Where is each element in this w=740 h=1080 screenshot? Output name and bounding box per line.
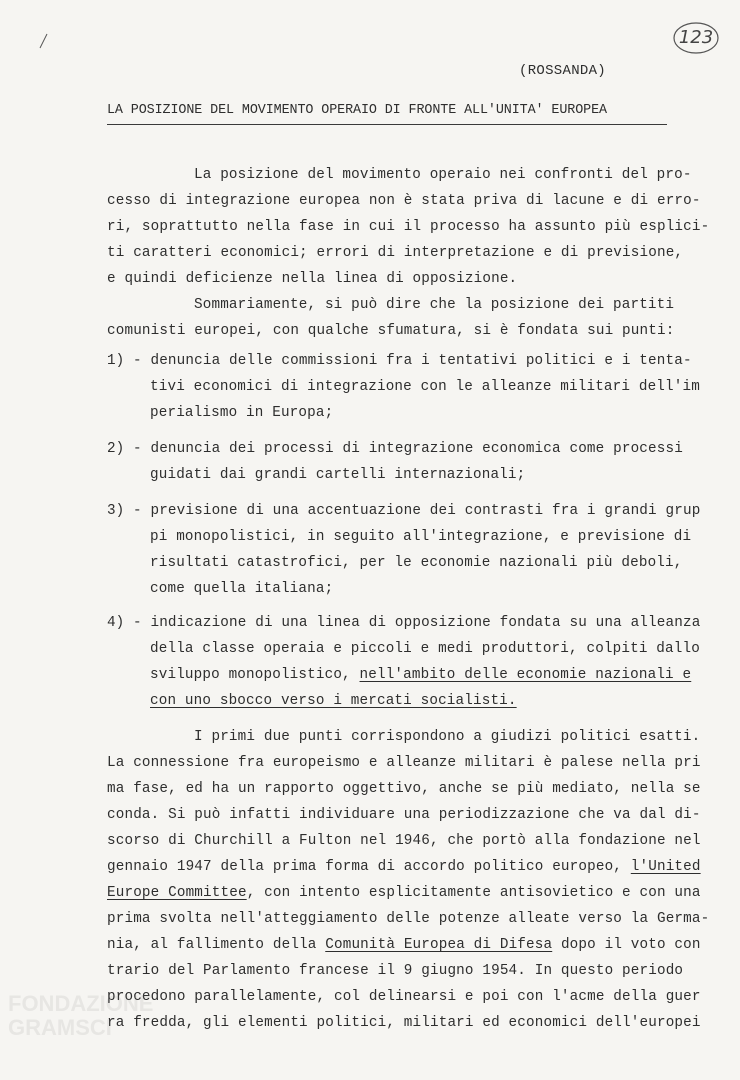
list-number: 3) [107, 503, 125, 519]
text-line: ti caratteri economici; errori di interpretazione e di previsione, [107, 245, 684, 261]
list-number: 4) [107, 615, 125, 631]
list-number: 2) [107, 441, 125, 457]
text-line: trario del Parlamento francese il 9 giugno 1954. In questo periodo [107, 963, 684, 979]
text-line: ma fase, ed ha un rapporto oggettivo, anche se più mediato, nella se [107, 781, 701, 797]
page-number: 123 [672, 20, 720, 56]
text-line: scorso di Churchill a Fulton nel 1946, che portò alla fondazione nel [107, 833, 701, 849]
text-line: comunisti europei, con qualche sfumatura, si è fondata sui punti: [107, 323, 675, 339]
watermark-line: FONDAZIONE [8, 991, 154, 1016]
text-line: conda. Si può infatti individuare una periodizzazione che va dal di- [107, 807, 701, 823]
list-item-line: della classe operaia e piccoli e medi produttori, colpiti dallo [150, 641, 700, 657]
text-line: I primi due punti corrispondono a giudizi politici esatti. [194, 729, 701, 745]
underlined-text: Comunità Europea di Difesa [325, 937, 553, 953]
list-item-line: perialismo in Europa; [150, 405, 334, 421]
list-item-line: - indicazione di una linea di opposizione fondata su una alleanza [133, 615, 701, 631]
text-segment: gennaio 1947 della prima forma di accordo politico europeo, [107, 859, 631, 875]
author-label: (ROSSANDA) [519, 63, 607, 79]
text-line: La posizione del movimento operaio nei confronti del pro- [194, 167, 692, 183]
list-item-line: tivi economici di integrazione con le alleanze militari dell'im [150, 379, 700, 395]
list-item-line: guidati dai grandi cartelli internazionali; [150, 467, 526, 483]
list-item-line: risultati catastrofici, per le economie nazionali più deboli, [150, 555, 683, 571]
text-line [107, 858, 701, 876]
text-line: procedono parallelamente, col delinearsi e poi con l'acme della guer [107, 989, 701, 1005]
text-line [107, 936, 701, 954]
underlined-text: l'United [630, 859, 701, 875]
underlined-text: con uno sbocco verso i mercati socialisti. [150, 693, 517, 709]
list-item-line: - denuncia delle commissioni fra i tentativi politici e i tenta- [133, 353, 692, 369]
list-item-line: - denuncia dei processi di integrazione economica come processi [133, 441, 683, 457]
list-number: 1) [107, 353, 125, 369]
text-segment: , con intento esplicitamente antisovietico e con una [246, 885, 701, 901]
text-line: Sommariamente, si può dire che la posizione dei partiti [194, 297, 675, 313]
text-segment: dopo il voto con [552, 937, 701, 953]
list-item-text: sviluppo monopolistico, [150, 667, 360, 683]
title-underline [107, 124, 667, 125]
underlined-text: Europe Committee [107, 885, 247, 901]
text-line: ra fredda, gli elementi politici, militari ed economici dell'europei [107, 1015, 701, 1031]
text-line: cesso di integrazione europea non è stata priva di lacune e di erro- [107, 193, 701, 209]
list-item-line [150, 666, 691, 684]
text-line: e quindi deficienze nella linea di opposizione. [107, 271, 518, 287]
list-item-line: - previsione di una accentuazione dei contrasti fra i grandi grup [133, 503, 701, 519]
list-item-line: pi monopolistici, in seguito all'integrazione, e previsione di [150, 529, 692, 545]
text-line: ri, soprattutto nella fase in cui il processo ha assunto più esplici- [107, 219, 710, 235]
document-title: LA POSIZIONE DEL MOVIMENTO OPERAIO DI FRONTE ALL'UNITA' EUROPEA [107, 103, 607, 118]
archive-watermark [8, 992, 153, 1040]
underlined-text: nell'ambito delle economie nazionali e [359, 667, 692, 683]
text-line: La connessione fra europeismo e alleanze militari è palese nella pri [107, 755, 701, 771]
text-line: prima svolta nell'atteggiamento delle potenze alleate verso la Germa- [107, 911, 710, 927]
text-line [107, 884, 701, 902]
text-segment: nia, al fallimento della [107, 937, 326, 953]
pen-mark [38, 30, 52, 55]
watermark-line: GRAMSCI [8, 1015, 112, 1040]
list-item-line: come quella italiana; [150, 581, 334, 597]
